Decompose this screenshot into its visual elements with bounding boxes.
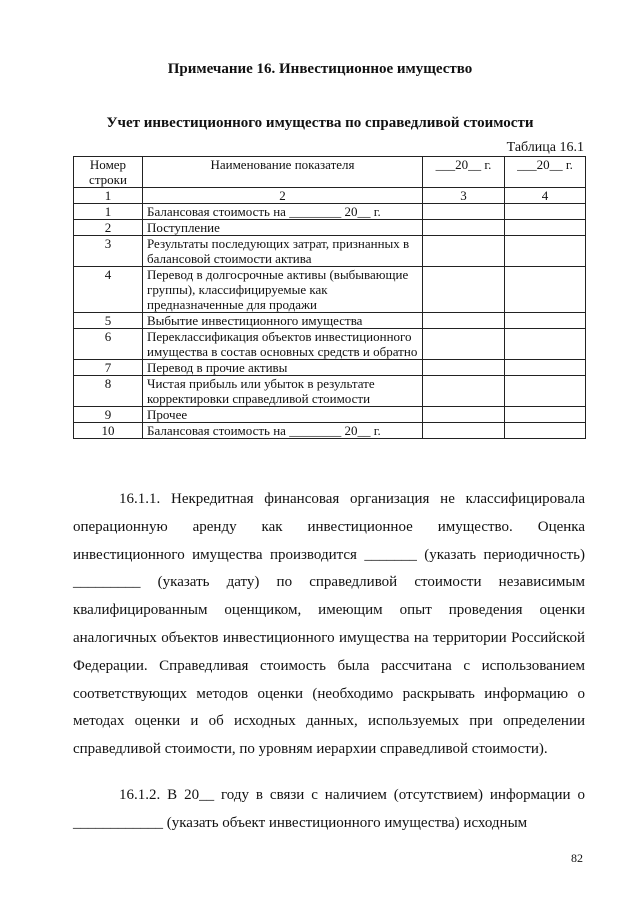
table-row <box>74 204 586 220</box>
value-cell <box>505 267 586 313</box>
value-cell <box>505 313 586 329</box>
column-number: 3 <box>423 188 505 204</box>
table-row <box>74 360 586 376</box>
row-number: 10 <box>74 423 143 439</box>
value-cell <box>505 220 586 236</box>
row-name: Выбытие инвестиционного имущества <box>143 313 423 329</box>
page-number: 82 <box>571 851 583 865</box>
value-cell <box>505 236 586 267</box>
table-header-row <box>74 157 586 188</box>
row-number: 8 <box>74 376 143 407</box>
row-name: Чистая прибыль или убыток в результате корректировки справедливой стоимости <box>143 376 423 407</box>
row-number: 5 <box>74 313 143 329</box>
column-number: 2 <box>143 188 423 204</box>
row-number: 6 <box>74 329 143 360</box>
header-row-number: Номер строки <box>74 157 143 188</box>
table-row <box>74 267 586 313</box>
table-row <box>74 236 586 267</box>
value-cell <box>423 313 505 329</box>
table-row <box>74 329 586 360</box>
value-cell <box>505 376 586 407</box>
paragraph-16-1-1: 16.1.1. Некредитная финансовая организация не классифицировала операционную аренду как инвестиционное имущество. Оценка инвестиционного имущества производится _______ (указать периодичность) _________ (указать дату) по справедливой стоимости независимым квалифицированным оценщиком, имеющим опыт проведения оценки аналогичных объектов инвестиционного имущества на территории Российской Федерации. Справедливая стоимость была рассчитана с использованием соответствующих методов оценки (необходимо раскрывать информацию о методах оценки и об исходных данных, используемых при определении справедливой стоимости, по уровням иерархии справедливой стоимости). <box>73 491 585 758</box>
value-cell <box>423 220 505 236</box>
value-cell <box>505 360 586 376</box>
table-row <box>74 407 586 423</box>
row-name: Балансовая стоимость на ________ 20__ г. <box>143 423 423 439</box>
row-number: 9 <box>74 407 143 423</box>
column-numbering-row <box>74 188 586 204</box>
header-period-2: ___20__ г. <box>505 157 586 188</box>
paragraph-16-1-2: 16.1.2. В 20__ году в связи с наличием (отсутствием) информации о ____________ (указать объект инвестиционного имущества) исходным <box>73 787 585 831</box>
investment-property-table <box>73 156 586 439</box>
column-number: 4 <box>505 188 586 204</box>
value-cell <box>423 376 505 407</box>
header-indicator-name: Наименование показателя <box>143 157 423 188</box>
table-row <box>74 376 586 407</box>
value-cell <box>505 423 586 439</box>
table-row <box>74 220 586 236</box>
header-period-1: ___20__ г. <box>423 157 505 188</box>
value-cell <box>423 236 505 267</box>
table-row <box>74 313 586 329</box>
value-cell <box>423 267 505 313</box>
row-name: Результаты последующих затрат, признанных в балансовой стоимости актива <box>143 236 423 267</box>
row-name: Поступление <box>143 220 423 236</box>
table-heading: Учет инвестиционного имущества по справедливой стоимости <box>106 115 534 131</box>
value-cell <box>423 204 505 220</box>
table-caption: Таблица 16.1 <box>506 140 584 155</box>
note-title: Примечание 16. Инвестиционное имущество <box>167 61 473 77</box>
row-name: Перевод в долгосрочные активы (выбывающие группы), классифицируемые как предназначенные для продажи <box>143 267 423 313</box>
row-name: Прочее <box>143 407 423 423</box>
value-cell <box>505 407 586 423</box>
column-number: 1 <box>74 188 143 204</box>
row-number: 2 <box>74 220 143 236</box>
row-number: 7 <box>74 360 143 376</box>
row-name: Переклассификация объектов инвестиционного имущества в состав основных средств и обратно <box>143 329 423 360</box>
value-cell <box>505 329 586 360</box>
value-cell <box>423 360 505 376</box>
row-number: 4 <box>74 267 143 313</box>
row-name: Балансовая стоимость на ________ 20__ г. <box>143 204 423 220</box>
value-cell <box>505 204 586 220</box>
row-number: 1 <box>74 204 143 220</box>
value-cell <box>423 407 505 423</box>
value-cell <box>423 329 505 360</box>
row-number: 3 <box>74 236 143 267</box>
value-cell <box>423 423 505 439</box>
row-name: Перевод в прочие активы <box>143 360 423 376</box>
table-row <box>74 423 586 439</box>
